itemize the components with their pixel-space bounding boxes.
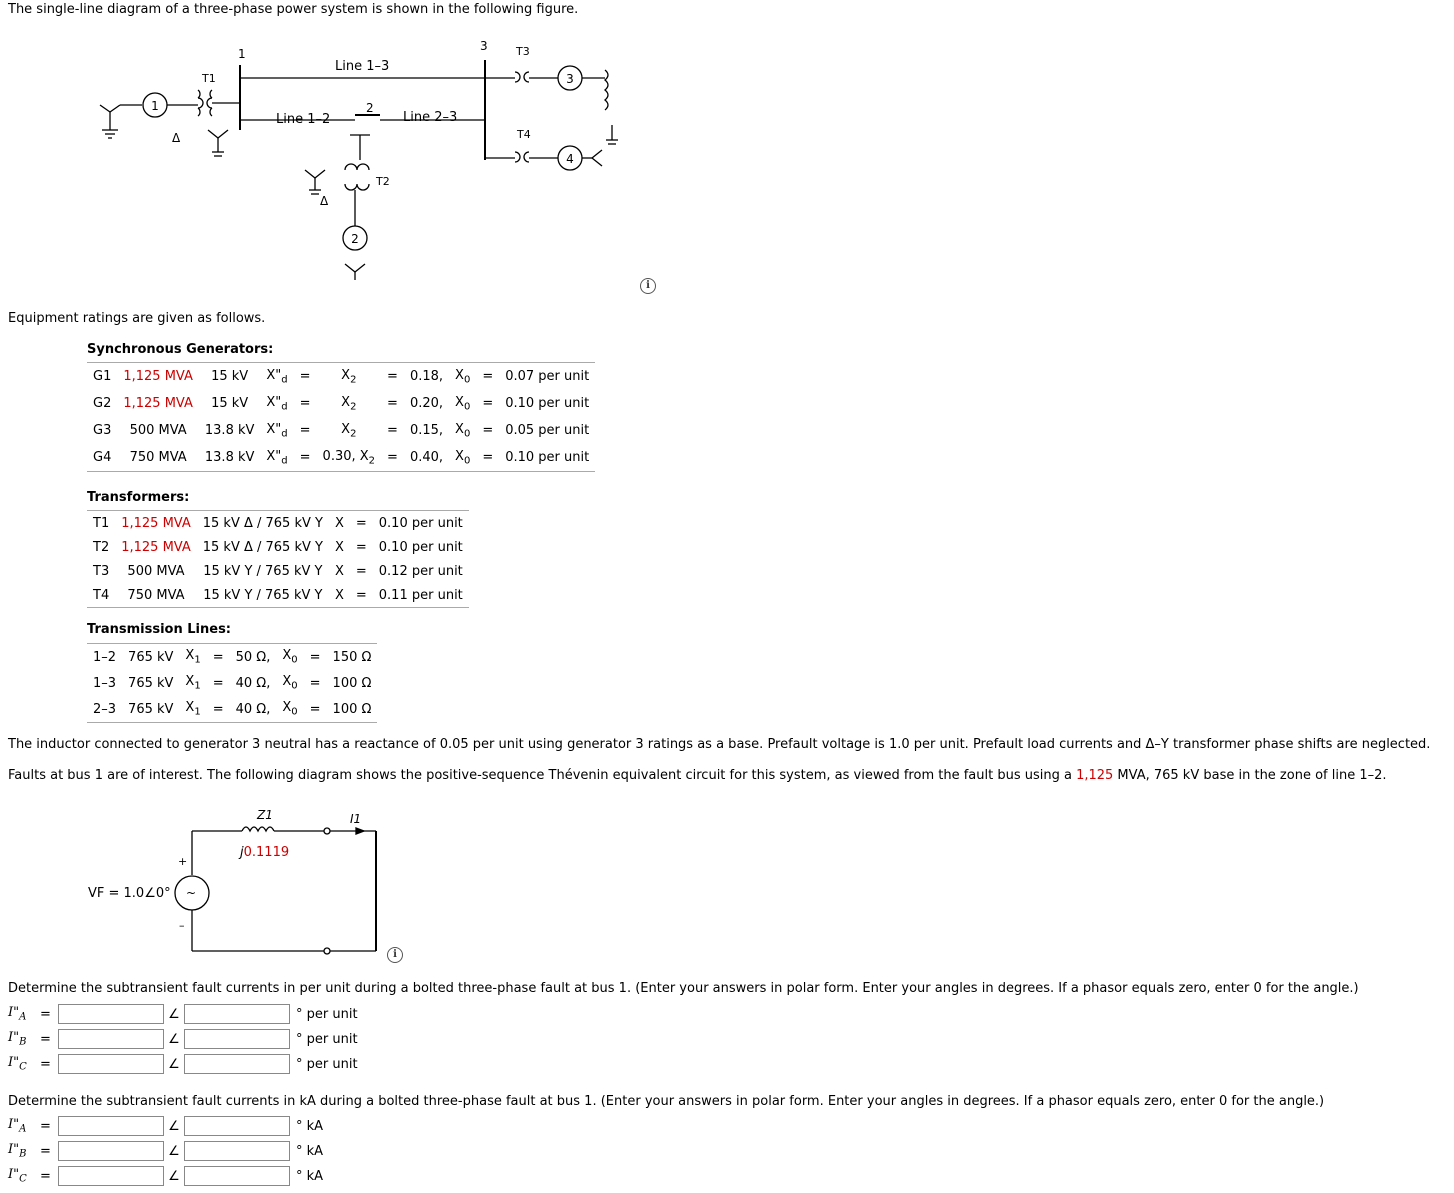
generator-xd: $X"_d$ [266,421,288,440]
generator-xd: $X"_d$ [266,394,288,413]
line-kv: 765 kV [122,696,179,723]
line-x0-value: 100 Ω [332,675,372,691]
info-icon-circuit[interactable]: i [387,947,403,963]
transformer-value: 0.11 per unit [373,583,469,608]
unit-label: ° kA [296,1143,324,1159]
transformer-id: T2 [93,539,110,555]
generator-value: 0.15, [409,423,444,438]
magnitude-input[interactable] [58,1116,164,1136]
t2-label: T2 [376,175,390,188]
angle-symbol: ∠ [168,1056,180,1072]
generator-xd: $X"_d$ [260,363,293,391]
transformer-row [87,583,469,608]
answer-row-c [8,1165,323,1187]
equals: = [212,675,224,691]
g4-label: 4 [566,152,574,166]
t4-label: T4 [517,128,531,141]
equals: = [381,444,404,472]
transformer-id: T4 [87,583,115,608]
bus1-label: 1 [238,47,246,61]
generator-x0-value: 0.10 per unit [505,396,590,411]
equals: = [40,1006,51,1022]
generator-xd: $X"_d$ [260,444,293,472]
plus-sign: + [178,855,188,868]
equals: = [294,363,317,391]
paragraph-faults: Faults at bus 1 are of interest. The following diagram shows the positive-sequence Thévenin equivalent circuit for this system, as viewed from the fault bus using a 1,125 MVA, 765 kV base in the zone of line 1–2. [8,768,1387,783]
generator-x0: $X_0$ [455,394,471,413]
equals: = [476,363,499,391]
line-id: 1–3 [93,675,117,691]
generator-id: G4 [87,444,117,472]
line-x1: $X_1$ [179,644,206,671]
g2-label: 2 [351,232,359,246]
angle-symbol: ∠ [168,1118,180,1134]
answer-row-a [8,1115,323,1137]
line-x0: $X_0$ [276,696,303,723]
line-x0: $X_0$ [282,674,298,692]
line-x1: $X_1$ [179,696,206,723]
line-row [87,696,377,723]
magnitude-input[interactable] [58,1004,164,1024]
line-x1-value: 40 Ω, [235,675,271,691]
line-x1-value: 50 Ω, [230,644,277,671]
paragraph-inductor: The inductor connected to generator 3 neutral has a reactance of 0.05 per unit using generator 3 ratings as a base. Prefault voltage is 1.0 per unit. Prefault load currents and Δ–Y transformer phase shifts are neglected. [8,737,1431,752]
generator-kv: 15 kV [211,396,249,411]
equals: = [40,1056,51,1072]
generator-x2: $X_2$ [317,363,382,391]
current-label: $I"_A$ [8,1117,27,1135]
transformer-value: 0.10 per unit [373,511,469,536]
info-icon[interactable]: i [640,278,656,294]
answer-row-b [8,1028,358,1050]
g3-grounding-inductor-icon [582,70,618,144]
equals: = [299,396,311,411]
unit-label: ° kA [296,1118,324,1134]
magnitude-input[interactable] [58,1054,164,1074]
answer-row-b [8,1140,323,1162]
transformer-row [87,511,469,536]
equals: = [299,423,311,438]
lines-title: Transmission Lines: [87,622,232,637]
generator-row [87,363,595,391]
current-label: $I"_C$ [8,1167,27,1185]
generator-row [87,444,595,472]
t3-label: T3 [516,45,530,58]
z1-value: j0.1119 [240,845,290,860]
line-x0-value: 150 Ω [327,644,378,671]
generator-value: 0.40, [404,444,449,472]
equals: = [207,696,230,723]
bus2-label: 2 [366,101,374,115]
equals: = [387,423,398,438]
equals: = [482,396,494,411]
line-id: 2–3 [87,696,122,723]
generator-x0-value: 0.07 per unit [499,363,595,391]
line-kv: 765 kV [128,675,174,691]
t1-label: T1 [202,72,216,85]
transformer-x: X [334,563,344,579]
angle-symbol: ∠ [168,1006,180,1022]
equals: = [304,696,327,723]
angle-input[interactable] [184,1141,290,1161]
generator-mva: 500 MVA [129,423,187,438]
line-x0-value: 100 Ω [327,696,378,723]
transformer-row [87,559,469,583]
inductor-z1-icon [242,827,274,831]
lines-table [87,643,377,723]
magnitude-input[interactable] [58,1029,164,1049]
t2-transformer-icon [345,164,369,190]
transformer-mva: 750 MVA [115,583,197,608]
g3-label: 3 [566,72,574,86]
generators-title: Synchronous Generators: [87,342,274,357]
question-per-unit: Determine the subtransient fault currents in per unit during a bolted three-phase fault at bus 1. (Enter your answers in polar form. Enter your angles in degrees. If a phasor equals zero, enter 0 for the angle.) [8,981,1359,996]
line-x1-value: 40 Ω, [230,696,277,723]
single-line-diagram [80,30,660,300]
equals: = [207,644,230,671]
equals: = [40,1031,51,1047]
line13-label: Line 1–3 [335,59,390,74]
generator-mva: 1,125 MVA [123,396,193,411]
t2-wye-ground-icon [305,170,325,194]
equals: = [40,1118,51,1134]
ratings-intro: Equipment ratings are given as follows. [8,311,266,326]
transformer-rating: 15 kV Δ / 765 kV Y [197,511,329,536]
generator-x2: 0.30, $X_2$ [317,444,382,472]
t2-delta-label: Δ [320,194,329,208]
t4-transformer-icon [515,152,529,162]
transformer-row [87,535,469,559]
generator-kv: 15 kV [199,363,261,391]
source-tilde: ~ [186,886,197,900]
equals: = [355,539,367,555]
generator-x2: $X_2$ [341,421,357,440]
current-label: $I"_B$ [8,1030,27,1048]
line-x1: $X_1$ [185,674,201,692]
angle-symbol: ∠ [168,1168,180,1184]
unit-label: ° per unit [296,1031,358,1047]
angle-symbol: ∠ [168,1031,180,1047]
angle-symbol: ∠ [168,1143,180,1159]
g1-label: 1 [151,99,159,113]
equals: = [304,644,327,671]
bus3-label: 3 [480,39,488,53]
generator-mva: 750 MVA [117,444,199,472]
minus-sign: – [179,919,185,932]
question-ka: Determine the subtransient fault currents in kA during a bolted three-phase fault at bus 1. (Enter your answers in polar form. Enter your angles in degrees. If a phasor equals zero, enter 0 for the angle.) [8,1094,1325,1109]
answer-row-c [8,1053,358,1075]
current-label: $I"_B$ [8,1142,27,1160]
equals: = [482,423,494,438]
equals: = [309,675,321,691]
g1-neutral-wye-icon [100,105,142,138]
g4-wye-icon [582,150,602,166]
transformer-x: X [334,539,344,555]
generator-value: 0.18, [404,363,449,391]
generator-x0: $X_0$ [455,421,471,440]
transformer-mva: 1,125 MVA [121,539,191,555]
generator-value: 0.20, [409,396,444,411]
equals: = [350,583,373,608]
intro-text: The single-line diagram of a three-phase power system is shown in the following figure. [8,2,579,17]
g2-wye-icon [345,264,365,280]
transformer-rating: 15 kV Y / 765 kV Y [197,583,329,608]
equals: = [476,444,499,472]
angle-input[interactable] [184,1166,290,1186]
equals: = [381,363,404,391]
t1-transformer-icon [198,90,212,116]
generator-id: G2 [93,396,112,411]
equals: = [40,1143,51,1159]
generator-id: G1 [87,363,117,391]
equals: = [387,396,398,411]
equals: = [294,444,317,472]
generator-x2: $X_2$ [341,394,357,413]
unit-label: ° per unit [296,1056,358,1072]
line-row [87,644,377,671]
thevenin-circuit [80,805,400,955]
generator-x0-value: 0.10 per unit [499,444,595,472]
transformer-id: T3 [93,563,110,579]
answer-row-a [8,1003,358,1025]
transformer-x: X [329,583,350,608]
current-label: $I"_C$ [8,1055,27,1073]
equals: = [40,1168,51,1184]
current-label: $I"_A$ [8,1005,27,1023]
transformer-mva: 500 MVA [127,563,185,579]
transformer-rating: 15 kV Y / 765 kV Y [203,563,323,579]
equals: = [355,563,367,579]
transformer-value: 0.12 per unit [378,563,463,579]
line-id: 1–2 [87,644,122,671]
angle-input[interactable] [184,1054,290,1074]
generator-id: G3 [93,423,112,438]
line-kv: 765 kV [122,644,179,671]
magnitude-input[interactable] [58,1166,164,1186]
generator-x0-value: 0.05 per unit [505,423,590,438]
line23-label: Line 2–3 [403,110,458,125]
z1-label: Z1 [257,808,273,822]
transformer-value: 0.10 per unit [378,539,463,555]
transformers-title: Transformers: [87,490,190,505]
transformer-id: T1 [87,511,115,536]
line-row [87,670,377,696]
magnitude-input[interactable] [58,1141,164,1161]
generator-row [87,390,595,417]
generator-row [87,417,595,444]
generator-kv: 13.8 kV [204,423,255,438]
generator-x0: $X_0$ [449,363,476,391]
vf-label: VF = 1.0∠0° [88,886,171,901]
equals: = [350,511,373,536]
generator-mva: 1,125 MVA [117,363,199,391]
angle-input[interactable] [184,1004,290,1024]
unit-label: ° per unit [296,1006,358,1022]
t1-delta-label: Δ [172,131,181,145]
i1-label: I1 [350,812,362,826]
transformer-mva: 1,125 MVA [115,511,197,536]
line12-label: Line 1–2 [276,112,331,127]
angle-input[interactable] [184,1116,290,1136]
generator-kv: 13.8 kV [199,444,261,472]
transformer-x: X [329,511,350,536]
generator-x0: $X_0$ [449,444,476,472]
t3-transformer-icon [515,72,529,82]
angle-input[interactable] [184,1029,290,1049]
line-x0: $X_0$ [276,644,303,671]
t1-wye-ground-icon [208,130,228,156]
transformers-table [87,510,469,608]
unit-label: ° kA [296,1168,324,1184]
transformer-rating: 15 kV Δ / 765 kV Y [202,539,323,555]
generators-table [87,362,595,472]
